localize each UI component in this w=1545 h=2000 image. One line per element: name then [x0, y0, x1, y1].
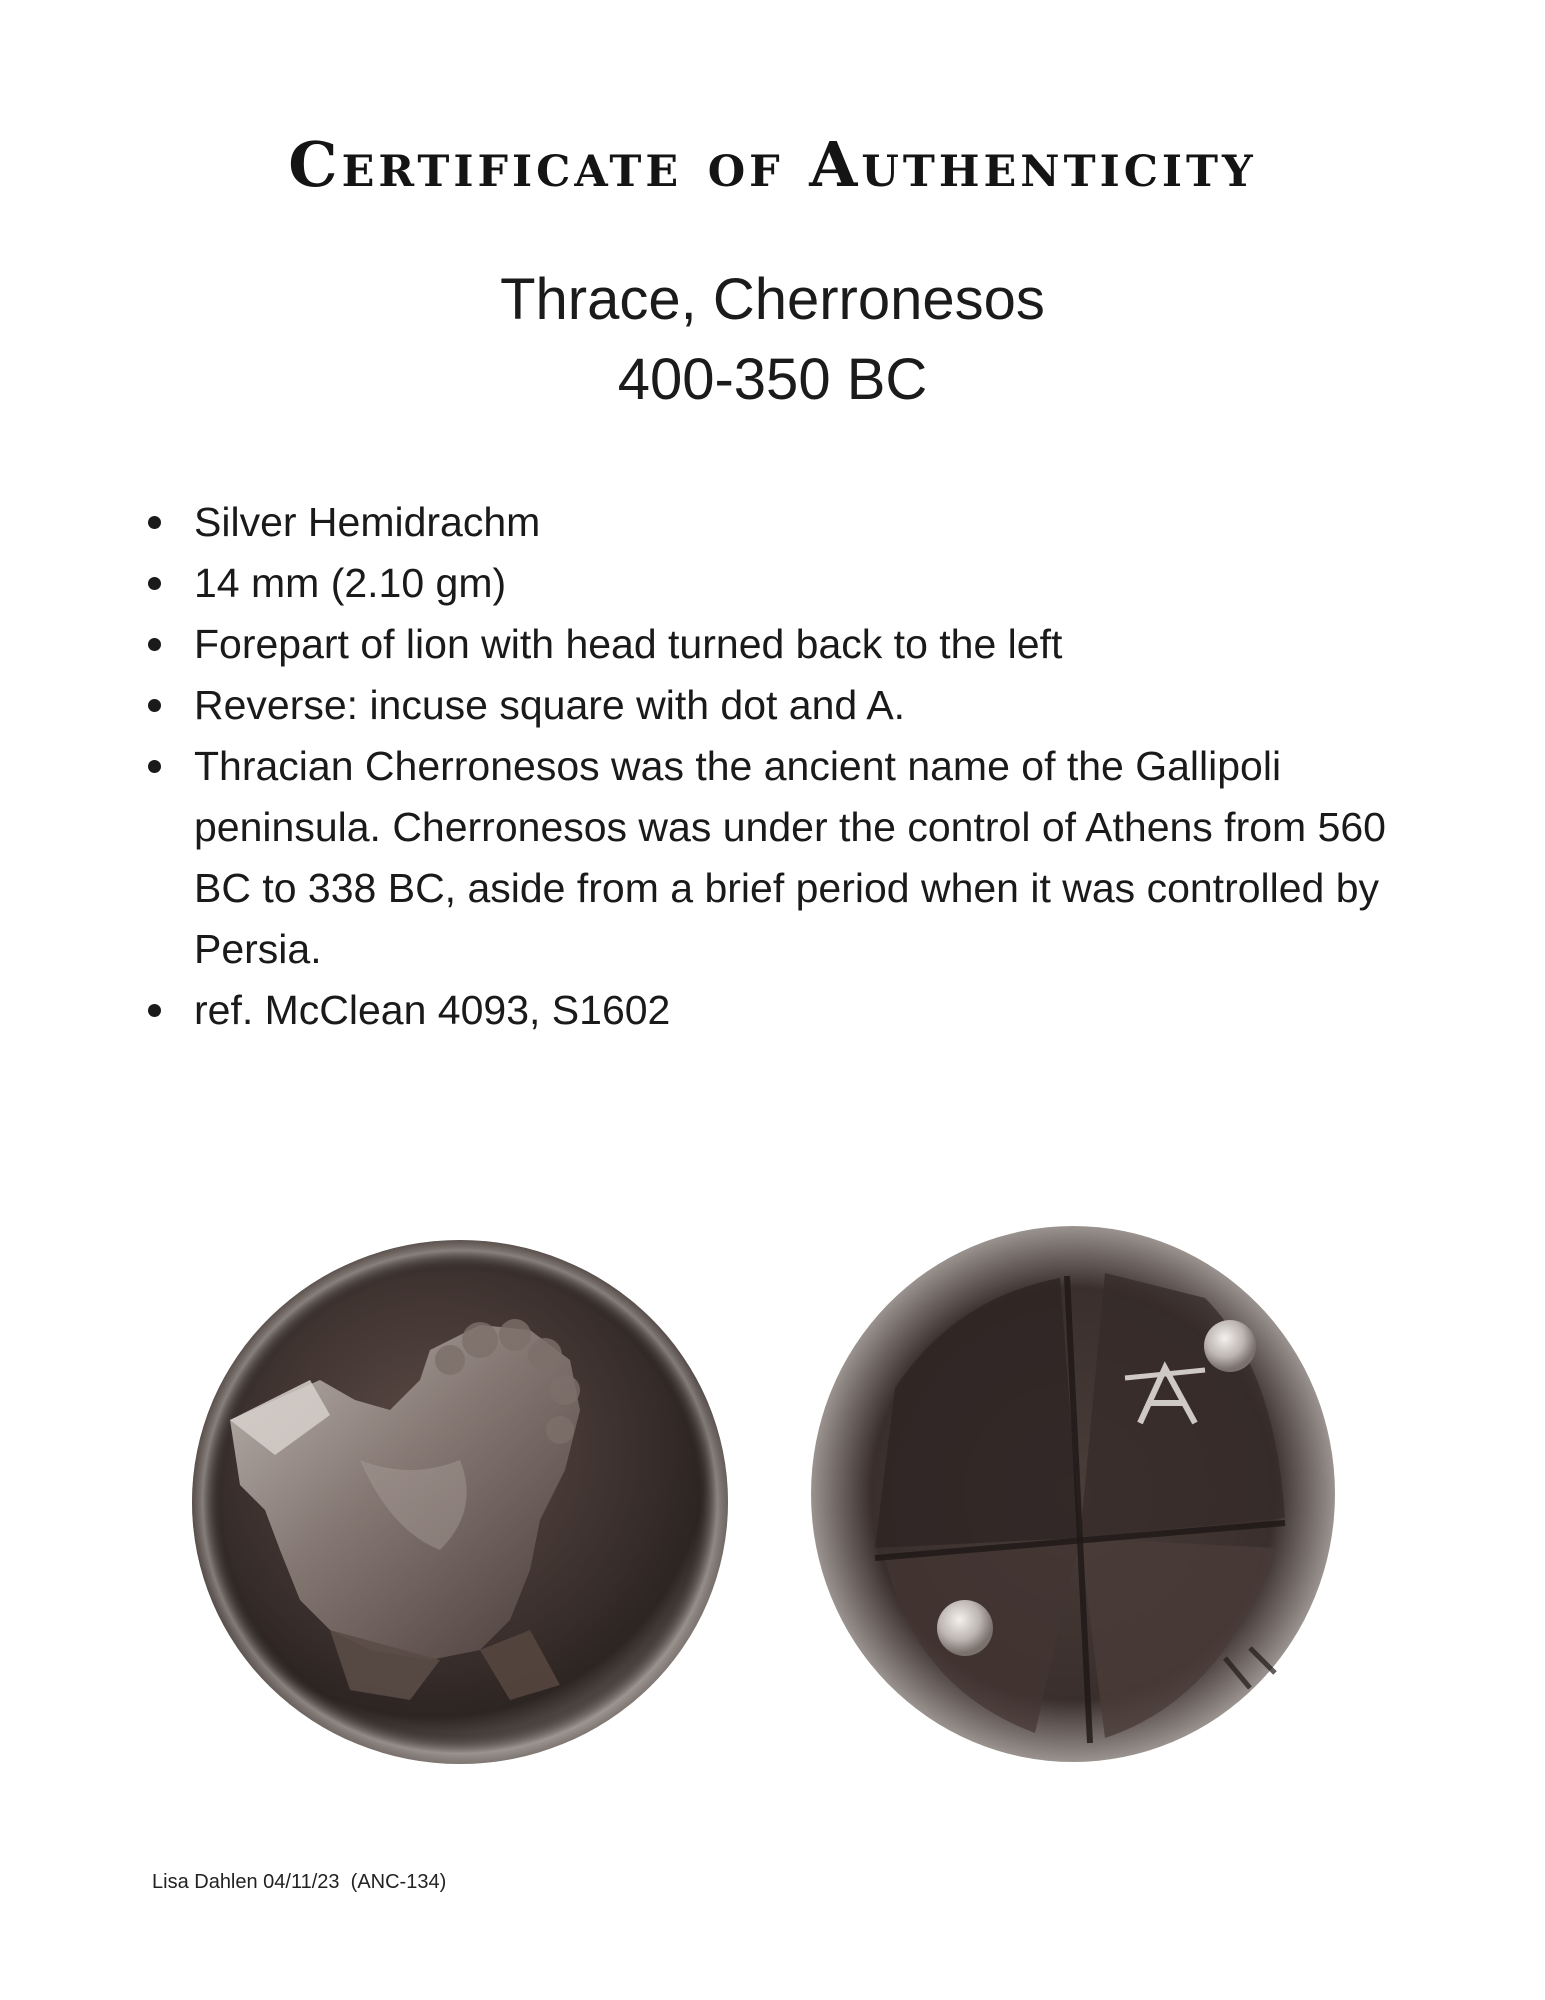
- bullet-icon: [148, 577, 161, 590]
- certificate-title: Certificate of Authenticity: [288, 128, 1257, 201]
- list-item: [144, 675, 1424, 736]
- bullet-icon: [148, 516, 161, 529]
- list-item: [144, 980, 1424, 1041]
- detail-text: ref. McClean 4093, S1602: [194, 987, 671, 1033]
- detail-text: Thracian Cherronesos was the ancient name of the Gallipoli peninsula. Cherronesos was under the control of Athens from 560 BC to 338 BC, aside from a brief period when it was controlled by Persia.: [194, 743, 1386, 972]
- list-item: [144, 736, 1424, 980]
- bullet-icon: [148, 699, 161, 712]
- bullet-icon: [148, 638, 161, 651]
- detail-text: 14 mm (2.10 gm): [194, 560, 507, 606]
- list-item: [144, 614, 1424, 675]
- coin-date: 400-350 BC: [617, 347, 928, 412]
- certificate-footer: Lisa Dahlen 04/11/23 (ANC-134): [152, 1871, 447, 1893]
- coin-reverse-image: [805, 1218, 1345, 1768]
- detail-text: Silver Hemidrachm: [194, 499, 541, 545]
- detail-text: Reverse: incuse square with dot and A.: [194, 682, 906, 728]
- list-item: [144, 492, 1424, 553]
- coin-region: Thrace, Cherronesos: [500, 267, 1045, 332]
- coin-details-list: [144, 492, 1424, 1041]
- bullet-icon: [148, 760, 161, 773]
- list-item: [144, 553, 1424, 614]
- detail-text: Forepart of lion with head turned back to the left: [194, 621, 1063, 667]
- bullet-icon: [148, 1004, 161, 1017]
- coin-obverse-image: [180, 1230, 740, 1770]
